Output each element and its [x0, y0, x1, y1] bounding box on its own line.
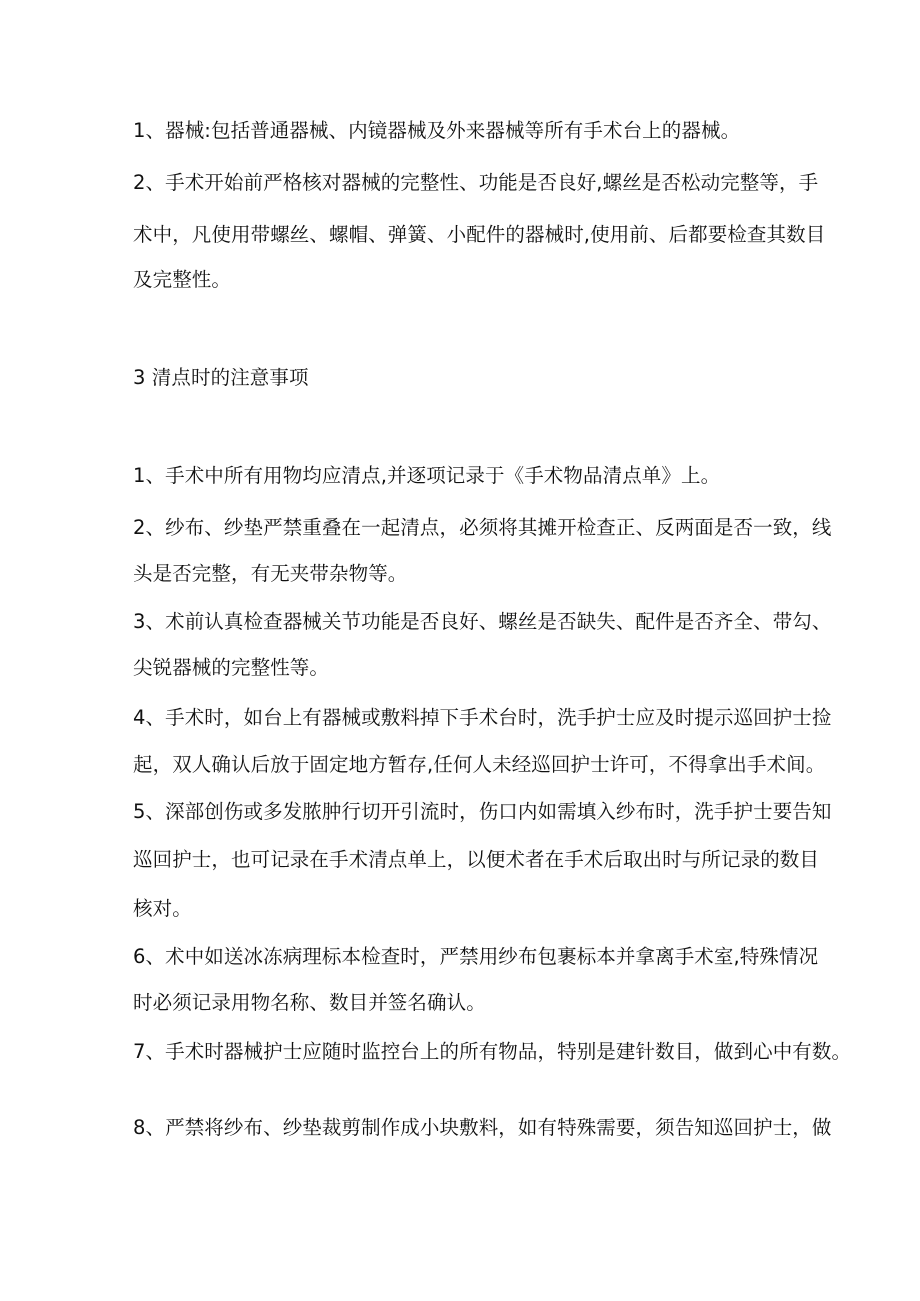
- note-6-line-1: 6、术中如送冰冻病理标本检查时，严禁用纱布包裹标本并拿离手术室,特殊情况: [133, 945, 819, 968]
- note-3-line-1: 3、术前认真检查器械关节功能是否良好、螺丝是否缺失、配件是否齐全、带勾、: [133, 610, 832, 633]
- note-5-line-3: 核对。: [133, 897, 192, 920]
- item-2-line-1: 2、手术开始前严格核对器械的完整性、功能是否良好,螺丝是否松动完整等，手: [133, 171, 819, 194]
- section-heading: 3 清点时的注意事项: [133, 366, 309, 389]
- note-2-line-1: 2、纱布、纱垫严禁重叠在一起清点，必须将其摊开检查正、反两面是否一致，线: [133, 516, 832, 539]
- item-2-line-3: 及完整性。: [133, 268, 232, 291]
- note-8-line-1: 8、严禁将纱布、纱垫裁剪制作成小块敷料，如有特殊需要，须告知巡回护士，做: [133, 1116, 832, 1139]
- item-1-instruments: 1、器械:包括普通器械、内镜器械及外来器械等所有手术台上的器械。: [133, 119, 741, 142]
- note-4-line-2: 起，双人确认后放于固定地方暂存,任何人未经巡回护士许可，不得拿出手术间。: [133, 753, 826, 776]
- note-5-line-2: 巡回护士，也可记录在手术清点单上，以便术者在手术后取出时与所记录的数目: [133, 848, 820, 871]
- note-1: 1、手术中所有用物均应清点,并逐项记录于《手术物品清点单》上。: [133, 464, 721, 487]
- note-5-line-1: 5、深部创伤或多发脓肿行切开引流时，伤口内如需填入纱布时，洗手护士要告知: [133, 800, 832, 823]
- note-2-line-2: 头是否完整，有无夹带杂物等。: [133, 562, 408, 585]
- note-7: 7、手术时器械护士应随时监控台上的所有物品，特别是建针数目，做到心中有数。: [133, 1040, 852, 1063]
- item-2-line-2: 术中，凡使用带螺丝、螺帽、弹簧、小配件的器械时,使用前、后都要检查其数目: [133, 223, 826, 246]
- note-6-line-2: 时必须记录用物名称、数目并签名确认。: [133, 991, 486, 1014]
- note-3-line-2: 尖锐器械的完整性等。: [133, 656, 330, 679]
- note-4-line-1: 4、手术时，如台上有器械或敷料掉下手术台时，洗手护士应及时提示巡回护士捡: [133, 706, 832, 729]
